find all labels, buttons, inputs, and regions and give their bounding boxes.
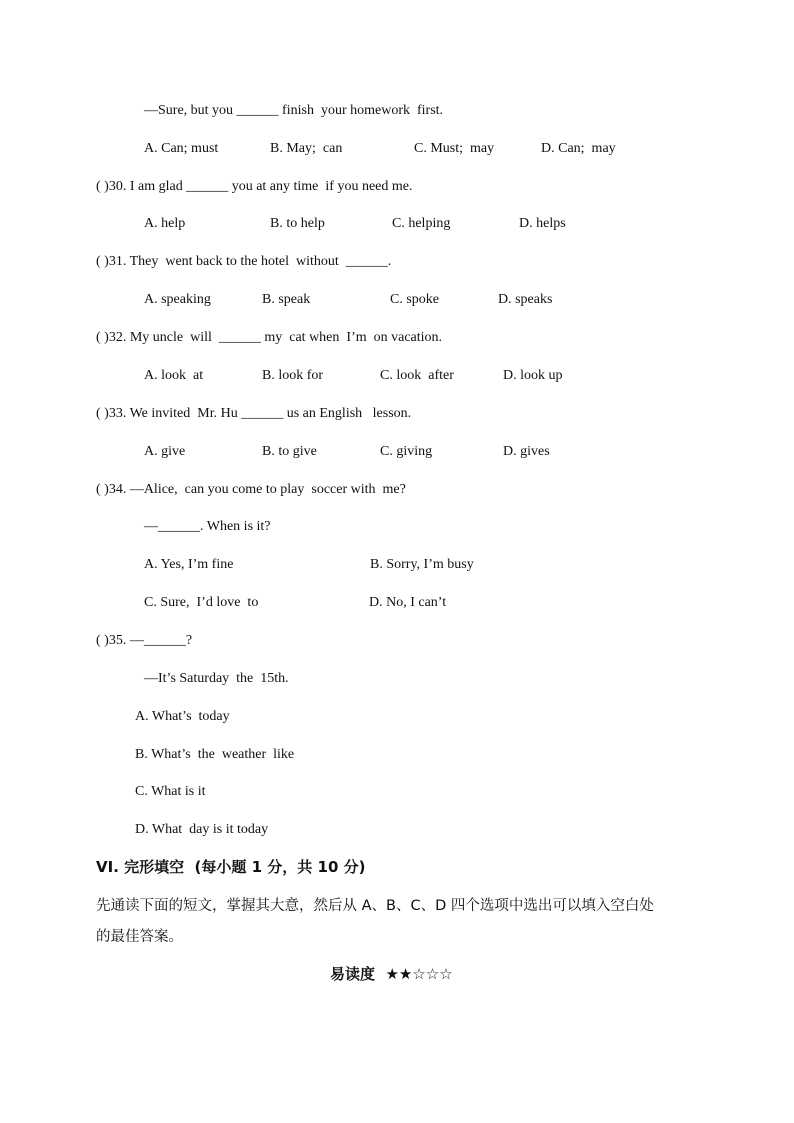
section-instruction-line-2: 的最佳答案。 xyxy=(96,929,183,945)
q31-option-d: D. speaks xyxy=(498,292,553,307)
q31-option-b: B. speak xyxy=(262,292,311,307)
q29-reply: —Sure, but you ______ finish your homework first. xyxy=(144,103,444,118)
q30-option-b: B. to help xyxy=(270,216,325,231)
q29-option-b: B. May; can xyxy=(270,141,343,156)
section-title: VI. 完形填空 (每小题 1 分，共 10 分) xyxy=(96,858,366,876)
q31-option-c: C. spoke xyxy=(390,292,439,307)
q32-stem: ( )32. My uncle will ______ my cat when I’m on vacation. xyxy=(96,330,443,345)
star-rating-icon: ★★☆☆☆ xyxy=(385,965,453,983)
q34-option-b: B. Sorry, I’m busy xyxy=(370,557,474,572)
q33-stem: ( )33. We invited Mr. Hu ______ us an English lesson. xyxy=(96,406,412,421)
q31-option-a: A. speaking xyxy=(144,292,211,307)
q34-option-a: A. Yes, I’m fine xyxy=(144,557,234,572)
q33-option-b: B. to give xyxy=(262,444,317,459)
q30-option-a: A. help xyxy=(144,216,186,231)
q30-option-d: D. helps xyxy=(519,216,566,231)
readability-label: 易读度 xyxy=(330,965,376,983)
q33-option-d: D. gives xyxy=(503,444,550,459)
q34-option-c: C. Sure, I’d love to xyxy=(144,595,259,610)
q31-stem: ( )31. They went back to the hotel without ______. xyxy=(96,254,392,269)
readability-rating xyxy=(330,964,453,984)
q34-option-d: D. No, I can’t xyxy=(369,595,447,610)
q35-option-a: A. What’s today xyxy=(135,709,230,724)
q32-option-d: D. look up xyxy=(503,368,563,383)
section-instruction-line-1: 先通读下面的短文，掌握其大意，然后从 A、B、C、D 四个选项中选出可以填入空白处 xyxy=(96,898,654,914)
q29-option-d: D. Can; may xyxy=(541,141,616,156)
q35-option-c: C. What is it xyxy=(135,784,206,799)
q30-option-c: C. helping xyxy=(392,216,451,231)
q32-option-a: A. look at xyxy=(144,368,204,383)
q32-option-b: B. look for xyxy=(262,368,324,383)
q35-reply: —It’s Saturday the 15th. xyxy=(144,671,289,686)
q35-option-b: B. What’s the weather like xyxy=(135,747,295,762)
q32-option-c: C. look after xyxy=(380,368,454,383)
q33-option-c: C. giving xyxy=(380,444,433,459)
q35-stem: ( )35. —______? xyxy=(96,633,193,648)
q30-stem: ( )30. I am glad ______ you at any time if you need me. xyxy=(96,179,413,194)
q34-reply: —______. When is it? xyxy=(144,519,271,534)
q34-stem: ( )34. —Alice, can you come to play soccer with me? xyxy=(96,482,406,497)
q29-option-a: A. Can; must xyxy=(144,141,219,156)
q33-option-a: A. give xyxy=(144,444,186,459)
q29-option-c: C. Must; may xyxy=(414,141,495,156)
q35-option-d: D. What day is it today xyxy=(135,822,269,837)
